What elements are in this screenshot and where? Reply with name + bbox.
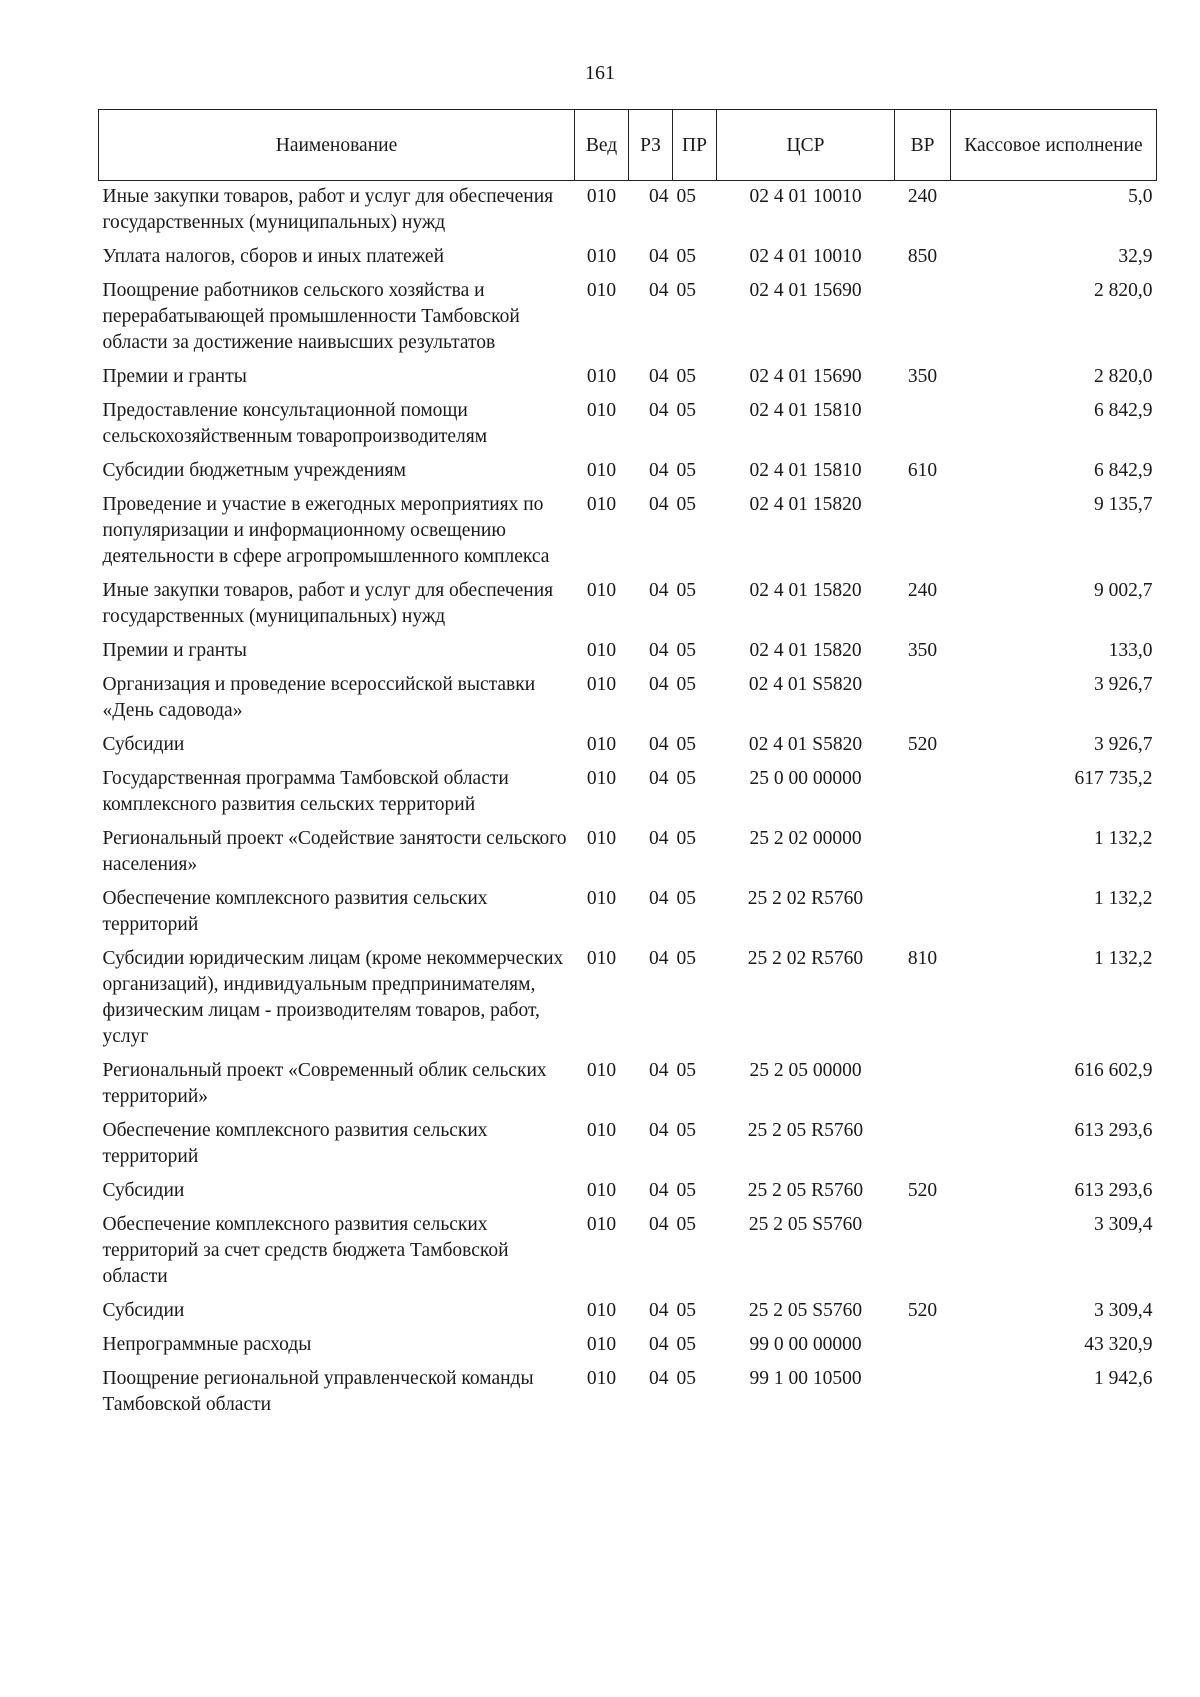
row-amount-cell: 5,0: [1128, 186, 1153, 207]
table-row: [99, 1175, 1157, 1209]
row-amount-cell: 1 942,6: [1094, 1368, 1153, 1389]
row-amount-cell: 133,0: [1108, 640, 1153, 661]
row-vr-cell: [895, 395, 951, 455]
table-row: [99, 455, 1157, 489]
row-pr-cell: 05: [676, 1368, 696, 1389]
row-vr-cell: 520: [907, 1300, 938, 1321]
row-name-cell: Иные закупки товаров, работ и услуг для обеспечения государственных (муниципальных) нужд: [102, 580, 554, 627]
row-amount-cell: 6 842,9: [1094, 400, 1153, 421]
row-amount-cell: 32,9: [1118, 246, 1153, 267]
row-rz-cell: 04: [649, 1214, 669, 1235]
row-ved-cell: 010: [586, 186, 617, 207]
table-row: [99, 729, 1157, 763]
row-rz-cell: 04: [649, 280, 669, 301]
row-ved-cell: 010: [586, 580, 617, 601]
table-row: [99, 241, 1157, 275]
row-csr-cell: 02 4 01 15820: [749, 640, 862, 661]
row-pr-cell: 05: [676, 888, 696, 909]
row-vr-cell: 350: [907, 366, 938, 387]
table-row: [99, 1295, 1157, 1329]
row-ved-cell: 010: [586, 1060, 617, 1081]
row-name-cell: Обеспечение комплексного развития сельских территорий за счет средств бюджета Тамбовской области: [102, 1214, 509, 1287]
row-name-cell: Субсидии бюджетным учреждениям: [102, 460, 406, 481]
row-ved-cell: 010: [586, 1120, 617, 1141]
row-pr-cell: 05: [676, 948, 696, 969]
row-name-cell: Обеспечение комплексного развития сельских территорий: [102, 888, 488, 935]
row-amount-cell: 3 926,7: [1094, 734, 1153, 755]
row-csr-cell: 25 2 05 S5760: [748, 1300, 863, 1321]
row-ved-cell: 010: [586, 460, 617, 481]
row-pr-cell: 05: [676, 580, 696, 601]
table-row: [99, 275, 1157, 361]
table-body: [99, 181, 1157, 1424]
row-csr-cell: 25 2 05 S5760: [748, 1214, 863, 1235]
row-rz-cell: 04: [649, 768, 669, 789]
row-amount-cell: 1 132,2: [1094, 948, 1153, 969]
row-pr-cell: 05: [676, 674, 696, 695]
row-ved-cell: 010: [586, 734, 617, 755]
row-name-cell: Региональный проект «Современный облик сельских территорий»: [102, 1060, 547, 1107]
row-rz-cell: 04: [649, 1368, 669, 1389]
row-csr-cell: 25 0 00 00000: [749, 768, 862, 789]
budget-table: [98, 109, 1157, 1423]
row-csr-cell: 25 2 05 00000: [749, 1060, 862, 1081]
row-csr-cell: 25 2 02 R5760: [747, 888, 864, 909]
row-vr-cell: [895, 883, 951, 943]
table-row: [99, 635, 1157, 669]
row-rz-cell: 04: [649, 1334, 669, 1355]
row-ved-cell: 010: [586, 1180, 617, 1201]
table-row: [99, 943, 1157, 1055]
table-row: [99, 575, 1157, 635]
row-ved-cell: 010: [586, 1368, 617, 1389]
row-pr-cell: 05: [676, 366, 696, 387]
row-ved-cell: 010: [586, 400, 617, 421]
col-header-amount: Кассовое исполнение: [951, 110, 1157, 181]
row-amount-cell: 2 820,0: [1094, 280, 1153, 301]
row-ved-cell: 010: [586, 828, 617, 849]
row-rz-cell: 04: [649, 366, 669, 387]
row-name-cell: Организация и проведение всероссийской выставки «День садовода»: [102, 674, 536, 721]
row-ved-cell: 010: [586, 1214, 617, 1235]
row-vr-cell: [895, 1115, 951, 1175]
row-amount-cell: 6 842,9: [1094, 460, 1153, 481]
row-csr-cell: 25 2 05 R5760: [747, 1120, 864, 1141]
page-number: 161: [585, 62, 615, 84]
row-csr-cell: 02 4 01 15690: [749, 366, 862, 387]
row-vr-cell: 240: [907, 580, 938, 601]
table-row: [99, 489, 1157, 575]
row-amount-cell: 3 926,7: [1094, 674, 1153, 695]
row-vr-cell: 350: [907, 640, 938, 661]
row-pr-cell: 05: [676, 828, 696, 849]
row-name-cell: Субсидии: [102, 1300, 185, 1321]
row-pr-cell: 05: [676, 1060, 696, 1081]
row-name-cell: Поощрение региональной управленческой команды Тамбовской области: [102, 1368, 534, 1415]
row-amount-cell: 613 293,6: [1074, 1120, 1153, 1141]
row-amount-cell: 2 820,0: [1094, 366, 1153, 387]
row-pr-cell: 05: [676, 246, 696, 267]
row-rz-cell: 04: [649, 734, 669, 755]
row-ved-cell: 010: [586, 674, 617, 695]
row-name-cell: Субсидии юридическим лицам (кроме некоммерческих организаций), индивидуальным предпринимателям, физическим лицам - производителям товаров, работ, услуг: [102, 948, 564, 1047]
row-amount-cell: 3 309,4: [1094, 1300, 1153, 1321]
table-row: [99, 181, 1157, 242]
table-row: [99, 1329, 1157, 1363]
col-header-vr: ВР: [895, 110, 951, 181]
row-csr-cell: 02 4 01 S5820: [748, 674, 863, 695]
row-pr-cell: 05: [676, 1180, 696, 1201]
row-vr-cell: 850: [907, 246, 938, 267]
row-csr-cell: 25 2 02 00000: [749, 828, 862, 849]
row-pr-cell: 05: [676, 400, 696, 421]
table-row: [99, 763, 1157, 823]
row-csr-cell: 25 2 05 R5760: [747, 1180, 864, 1201]
row-name-cell: Субсидии: [102, 734, 185, 755]
row-amount-cell: 9 135,7: [1094, 494, 1153, 515]
row-rz-cell: 04: [649, 400, 669, 421]
row-ved-cell: 010: [586, 366, 617, 387]
row-ved-cell: 010: [586, 280, 617, 301]
row-rz-cell: 04: [649, 1180, 669, 1201]
row-vr-cell: [895, 1055, 951, 1115]
row-vr-cell: [895, 1363, 951, 1423]
row-csr-cell: 02 4 01 15690: [749, 280, 862, 301]
row-rz-cell: 04: [649, 580, 669, 601]
row-pr-cell: 05: [676, 186, 696, 207]
row-vr-cell: [895, 669, 951, 729]
row-vr-cell: [895, 1329, 951, 1363]
col-header-csr: ЦСР: [717, 110, 895, 181]
row-rz-cell: 04: [649, 640, 669, 661]
table-row: [99, 361, 1157, 395]
row-amount-cell: 3 309,4: [1094, 1214, 1153, 1235]
table-row: [99, 395, 1157, 455]
table-row: [99, 1115, 1157, 1175]
row-vr-cell: [895, 823, 951, 883]
row-amount-cell: 613 293,6: [1074, 1180, 1153, 1201]
row-vr-cell: 810: [907, 948, 938, 969]
row-ved-cell: 010: [586, 1334, 617, 1355]
col-header-rz: РЗ: [629, 110, 673, 181]
row-rz-cell: 04: [649, 186, 669, 207]
row-rz-cell: 04: [649, 948, 669, 969]
row-csr-cell: 02 4 01 S5820: [748, 734, 863, 755]
row-rz-cell: 04: [649, 1300, 669, 1321]
table-row: [99, 1055, 1157, 1115]
row-csr-cell: 02 4 01 15810: [749, 460, 862, 481]
row-csr-cell: 02 4 01 15820: [749, 580, 862, 601]
row-ved-cell: 010: [586, 640, 617, 661]
row-vr-cell: 520: [907, 734, 938, 755]
row-csr-cell: 02 4 01 10010: [749, 186, 862, 207]
row-name-cell: Обеспечение комплексного развития сельских территорий: [102, 1120, 488, 1167]
row-name-cell: Уплата налогов, сборов и иных платежей: [102, 246, 445, 267]
row-name-cell: Иные закупки товаров, работ и услуг для обеспечения государственных (муниципальных) нужд: [102, 186, 554, 233]
col-header-ved: Вед: [575, 110, 629, 181]
table-row: [99, 883, 1157, 943]
row-pr-cell: 05: [676, 768, 696, 789]
row-vr-cell: 520: [907, 1180, 938, 1201]
row-ved-cell: 010: [586, 494, 617, 515]
row-vr-cell: 610: [907, 460, 938, 481]
row-pr-cell: 05: [676, 494, 696, 515]
row-amount-cell: 616 602,9: [1074, 1060, 1153, 1081]
col-header-pr: ПР: [673, 110, 717, 181]
row-pr-cell: 05: [676, 280, 696, 301]
row-rz-cell: 04: [649, 888, 669, 909]
row-name-cell: Премии и гранты: [102, 640, 247, 661]
row-csr-cell: 02 4 01 15810: [749, 400, 862, 421]
row-pr-cell: 05: [676, 640, 696, 661]
row-pr-cell: 05: [676, 1334, 696, 1355]
row-vr-cell: [895, 275, 951, 361]
row-name-cell: Непрограммные расходы: [102, 1334, 312, 1355]
row-ved-cell: 010: [586, 948, 617, 969]
row-csr-cell: 25 2 02 R5760: [747, 948, 864, 969]
row-name-cell: Поощрение работников сельского хозяйства и перерабатывающей промышленности Тамбовской области за достижение наивысших результатов: [102, 280, 520, 353]
table-row: [99, 669, 1157, 729]
row-rz-cell: 04: [649, 494, 669, 515]
row-rz-cell: 04: [649, 1060, 669, 1081]
row-name-cell: Проведение и участие в ежегодных мероприятиях по популяризации и информационному освещению деятельности в сфере агропромышленного комплекса: [102, 494, 550, 567]
row-amount-cell: 9 002,7: [1094, 580, 1153, 601]
row-ved-cell: 010: [586, 246, 617, 267]
row-rz-cell: 04: [649, 674, 669, 695]
row-vr-cell: [895, 1209, 951, 1295]
table-row: [99, 823, 1157, 883]
row-pr-cell: 05: [676, 460, 696, 481]
row-pr-cell: 05: [676, 734, 696, 755]
row-rz-cell: 04: [649, 828, 669, 849]
row-rz-cell: 04: [649, 246, 669, 267]
row-rz-cell: 04: [649, 1120, 669, 1141]
row-csr-cell: 99 0 00 00000: [749, 1334, 862, 1355]
table-row: [99, 1363, 1157, 1423]
row-vr-cell: [895, 489, 951, 575]
row-amount-cell: 43 320,9: [1084, 1334, 1153, 1355]
row-name-cell: Государственная программа Тамбовской области комплексного развития сельских территорий: [102, 768, 509, 815]
row-name-cell: Предоставление консультационной помощи сельскохозяйственным товаропроизводителям: [102, 400, 488, 447]
row-pr-cell: 05: [676, 1214, 696, 1235]
row-vr-cell: 240: [907, 186, 938, 207]
row-amount-cell: 617 735,2: [1074, 768, 1153, 789]
row-amount-cell: 1 132,2: [1094, 888, 1153, 909]
header-row: [99, 110, 1157, 181]
row-name-cell: Премии и гранты: [102, 366, 247, 387]
row-csr-cell: 99 1 00 10500: [749, 1368, 862, 1389]
row-ved-cell: 010: [586, 1300, 617, 1321]
row-vr-cell: [895, 763, 951, 823]
row-ved-cell: 010: [586, 768, 617, 789]
table-row: [99, 1209, 1157, 1295]
row-pr-cell: 05: [676, 1300, 696, 1321]
row-csr-cell: 02 4 01 15820: [749, 494, 862, 515]
row-pr-cell: 05: [676, 1120, 696, 1141]
row-amount-cell: 1 132,2: [1094, 828, 1153, 849]
row-rz-cell: 04: [649, 460, 669, 481]
row-csr-cell: 02 4 01 10010: [749, 246, 862, 267]
col-header-name: Наименование: [99, 110, 575, 181]
row-name-cell: Региональный проект «Содействие занятости сельского населения»: [102, 828, 567, 875]
row-name-cell: Субсидии: [102, 1180, 185, 1201]
row-ved-cell: 010: [586, 888, 617, 909]
